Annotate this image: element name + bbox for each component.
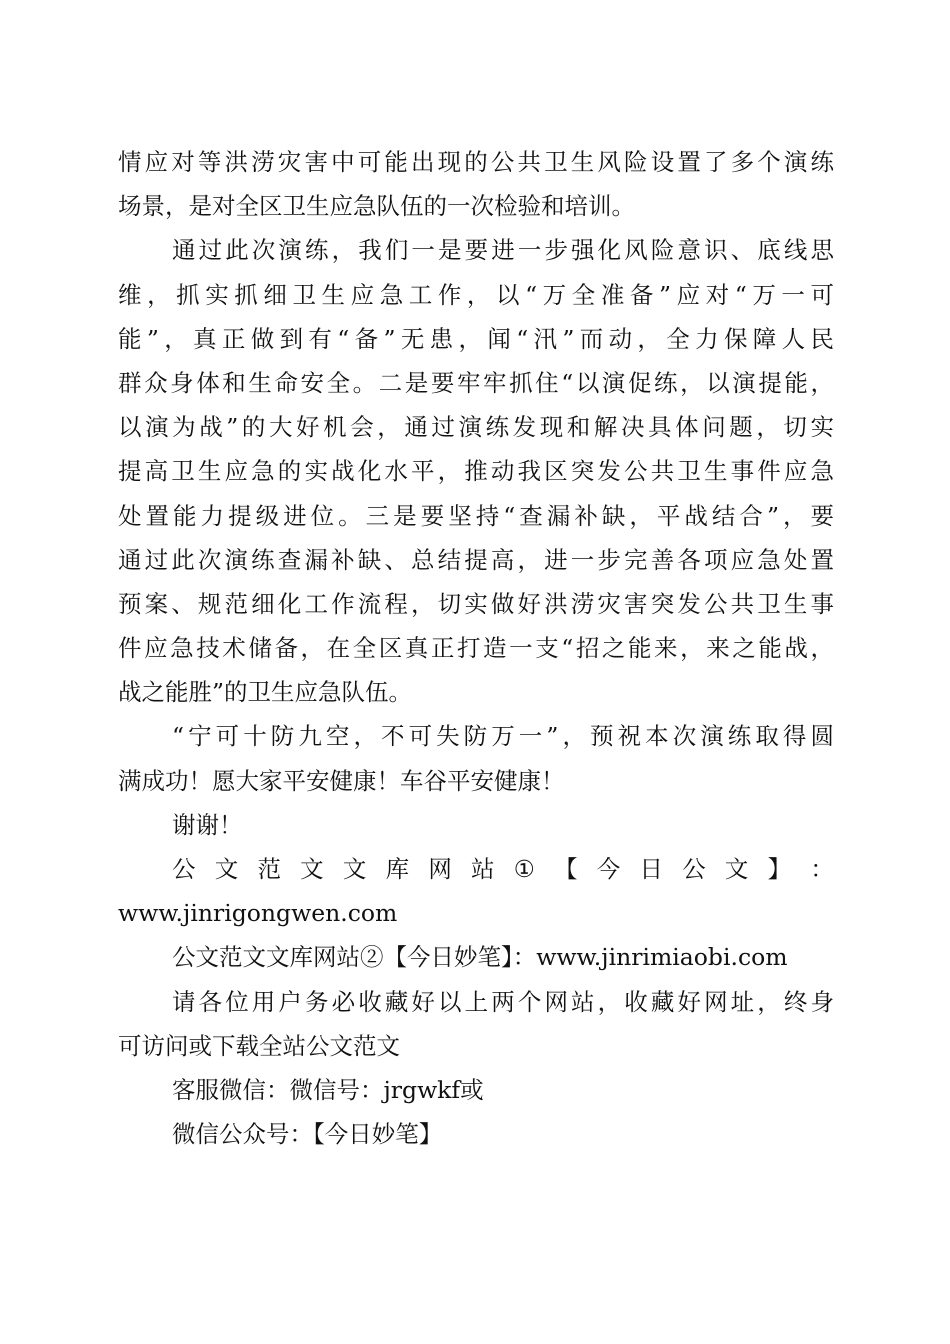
label-char: 库 (385, 855, 410, 883)
label-char: 文 (300, 855, 324, 883)
text-line: 群众身体和生命安全。二是要牢牢抓住“以演促练，以演提能， (118, 368, 834, 397)
text-line: 以演为战”的大好机会，通过演练发现和解决具体问题，切实 (118, 413, 834, 442)
label-char: 今 (596, 855, 621, 883)
text-line: 预案、规范细化工作流程，切实做好洪涝灾害突发公共卫生事 (118, 589, 834, 618)
label-char: 文 (724, 855, 749, 883)
label-char: ① (513, 855, 535, 883)
customer-service-line: 客服微信：微信号：jrgwkf或 (172, 1075, 484, 1104)
text-line: 能”，真正做到有“备”无患，闻“汛”而动，全力保障人民 (118, 324, 834, 353)
text-line: 提高卫生应急的实战化水平，推动我区突发公共卫生事件应急 (118, 457, 834, 486)
website-1-url: www.jinrigongwen.com (118, 899, 398, 928)
label-char: 公 (682, 855, 706, 883)
text-line: 处置能力提级进位。三是要坚持“查漏补缺，平战结合”，要 (118, 501, 834, 530)
thanks-line: 谢谢！ (172, 810, 243, 839)
document-body (118, 140, 834, 1156)
text-line: 战之能胜”的卫生应急队伍。 (118, 678, 413, 707)
label-char: 【 (554, 855, 578, 883)
label-char: 公 (172, 855, 196, 883)
text-line: 满成功！愿大家平安健康！车谷平安健康！ (118, 766, 565, 795)
text-line: 可访问或下载全站公文范文 (118, 1031, 400, 1060)
label-char: 】 (767, 855, 792, 883)
text-line: 通过此次演练，我们一是要进一步强化风险意识、底线思 (172, 236, 834, 265)
text-line: “宁可十防九空，不可失防万一”，预祝本次演练取得圆 (172, 722, 834, 751)
text-line: 情应对等洪涝灾害中可能出现的公共卫生风险设置了多个演练 (118, 148, 834, 176)
website-2-line: 公文范文文库网站②【今日妙笔】：www.jinrimiaobi.com (172, 943, 788, 972)
label-char: 网 (428, 855, 452, 883)
label-char: 范 (257, 855, 281, 883)
text-line: 件应急技术储备，在全区真正打造一支“招之能来，来之能战， (118, 634, 834, 663)
label-char: ： (810, 855, 834, 883)
label-char: 文 (214, 855, 239, 883)
text-line: 维，抓实抓细卫生应急工作，以“万全准备”应对“万一可 (118, 280, 834, 309)
wechat-account-line: 微信公众号：【今日妙笔】 (172, 1120, 443, 1149)
label-char: 文 (342, 855, 367, 883)
label-char: 站 (471, 855, 495, 883)
text-line: 请各位用户务必收藏好以上两个网站，收藏好网址，终身 (172, 987, 834, 1016)
text-line: 场景，是对全区卫生应急队伍的一次检验和培训。 (118, 192, 635, 221)
text-line: 通过此次演练查漏补缺、总结提高，进一步完善各项应急处置 (118, 545, 834, 574)
website-1-label (118, 847, 834, 891)
label-char: 日 (639, 855, 663, 883)
